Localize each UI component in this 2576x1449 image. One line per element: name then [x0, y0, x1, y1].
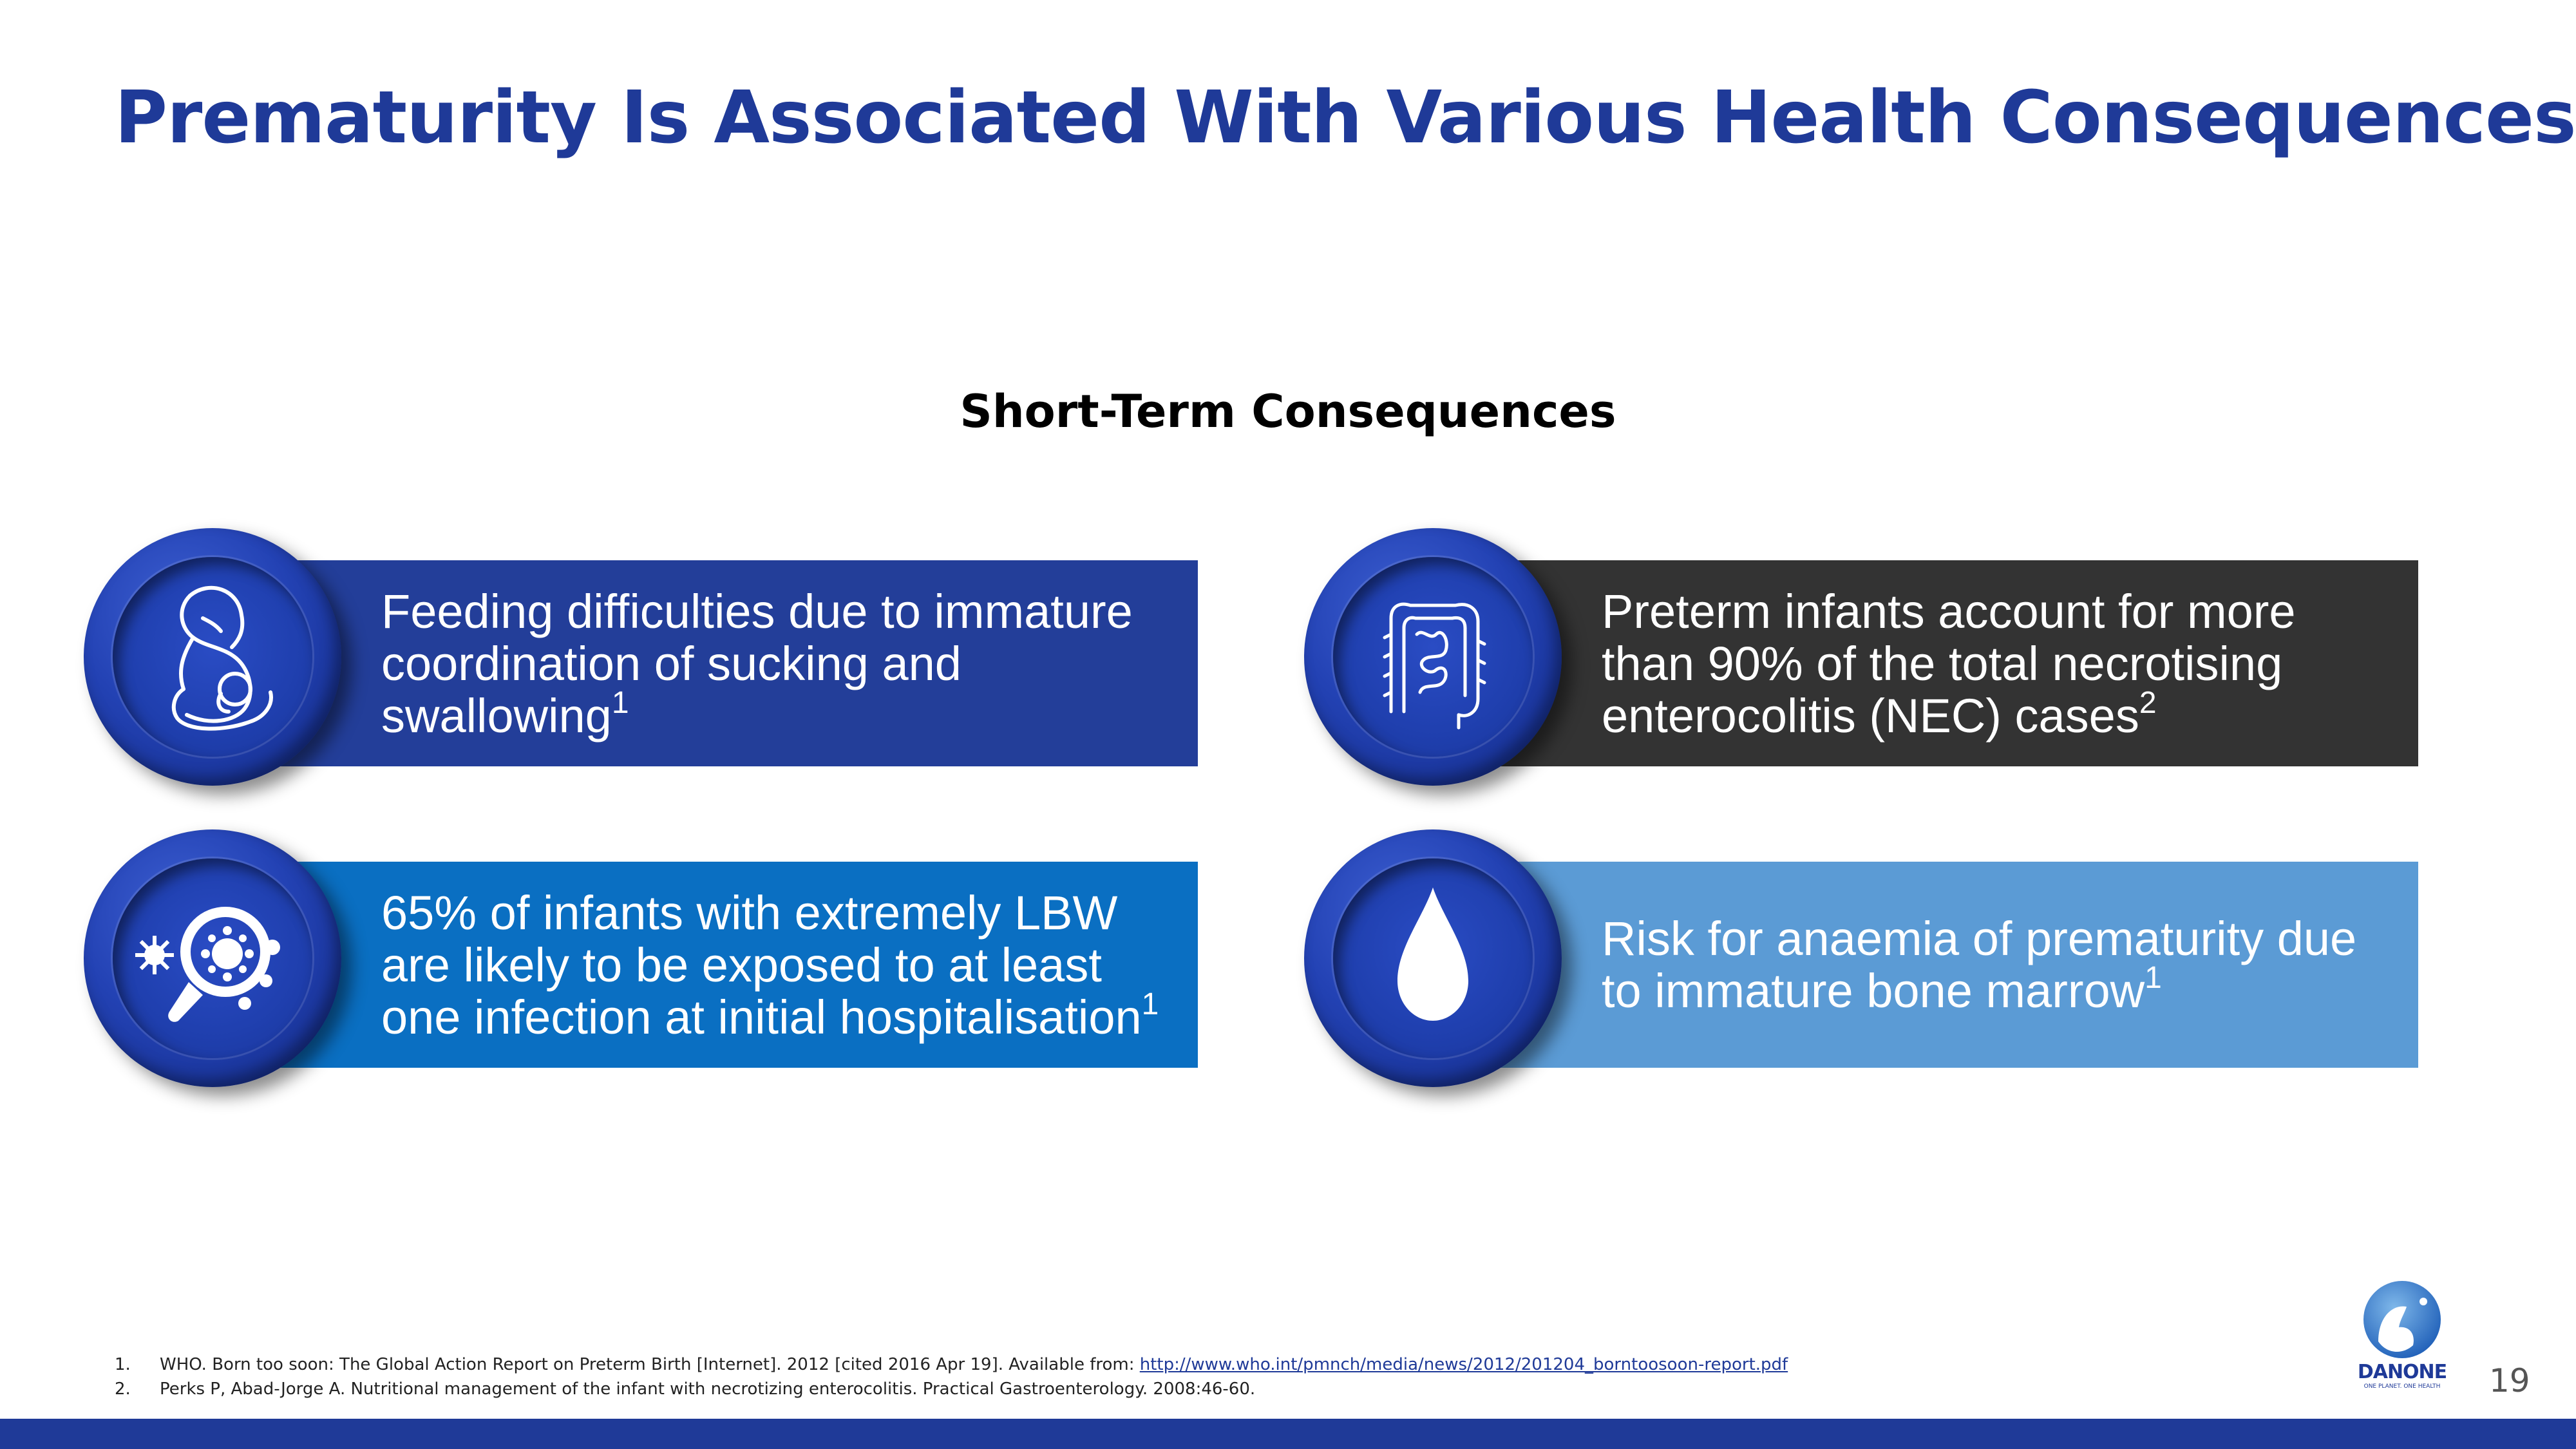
card-band: [213, 560, 1198, 766]
card-band: [1433, 862, 2418, 1068]
card-infection: [0, 810, 1198, 1081]
icon-disc: [84, 829, 341, 1087]
card-feeding: [0, 509, 1198, 779]
reference-link[interactable]: http://www.who.int/pmnch/media/news/2012/201204_borntoosoon-report.pdf: [1139, 1355, 1788, 1374]
card-text: Preterm infants account for more than 90% of the total necrotising enterocolitis (NEC) cases$^2$: [1602, 584, 2296, 743]
card-band: [213, 862, 1198, 1068]
references: [115, 1352, 1788, 1401]
section-subtitle: Short-Term Consequences: [960, 385, 1616, 438]
infection-magnifier-icon: [113, 858, 312, 1058]
icon-disc: [84, 528, 341, 786]
page-number: 19: [2489, 1362, 2530, 1399]
card-band: [1433, 560, 2418, 766]
bottom-bar: [0, 1419, 2576, 1449]
icon-disc: [1304, 528, 1562, 786]
intestine-icon: [1333, 557, 1533, 757]
reference-item: 2. Perks P, Abad-Jorge A. Nutritional management of the infant with necrotizing enterocolitis. Practical Gastroenterology. 2008:46-60.: [115, 1379, 1256, 1399]
card-text: Feeding difficulties due to immature coordination of sucking and swallowing$^1$: [381, 584, 1133, 743]
reference-item: 1. WHO. Born too soon: The Global Action Report on Preterm Birth [Internet]. 2012 [cited 2016 Apr 19]. Available from: http://www.who.int/pmnch/media/news/2012/201204_borntoosoon-report.pdf: [115, 1355, 1788, 1374]
card-anaemia: [1220, 810, 2418, 1081]
icon-disc: [1304, 829, 1562, 1087]
card-text: Risk for anaemia of prematurity due to immature bone marrow$^1$: [1602, 912, 2357, 1018]
card-nec: [1220, 509, 2418, 779]
danone-logo-icon: [2354, 1278, 2450, 1361]
slide-title: Prematurity Is Associated With Various Health Consequences: [115, 76, 2576, 160]
danone-logo: DANONE ONE PLANET. ONE HEALTH: [2354, 1278, 2450, 1394]
breastfeeding-icon: [113, 557, 312, 757]
blood-drop-icon: [1333, 858, 1533, 1058]
card-text: 65% of infants with extremely LBW are likely to be exposed to at least one infection at initial hospitalisation$^1$: [381, 886, 1159, 1044]
